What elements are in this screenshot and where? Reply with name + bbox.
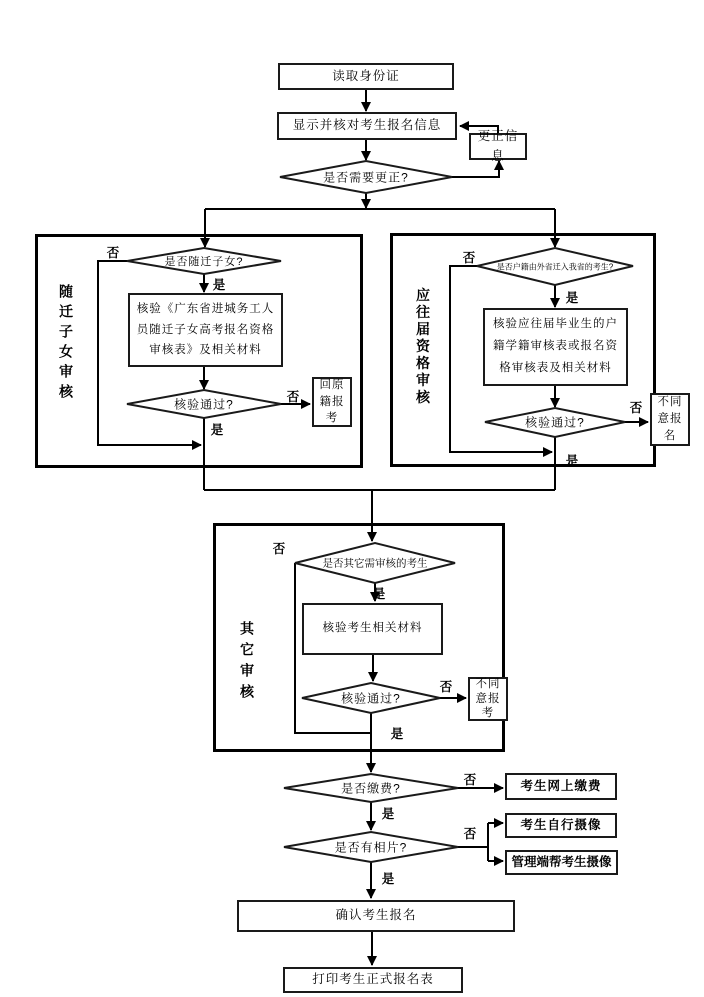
other-verify-pass-label: 核验通过? (341, 691, 401, 706)
photo-yes-label: 是 (381, 872, 395, 886)
grad-no-label: 否 (462, 251, 476, 265)
other-no-label: 否 (272, 542, 286, 556)
refuse-exam-registration-box: 不同意报考 (468, 677, 508, 721)
paid-yes-label: 是 (381, 807, 395, 821)
is-paid-label: 是否缴费? (341, 781, 401, 796)
grad-verify-yes-label: 是 (565, 454, 579, 468)
read-id-card-box: 读取身份证 (278, 63, 454, 90)
need-correction-label: 是否需要更正? (323, 170, 409, 185)
other-yes-label: 是 (372, 587, 386, 601)
grad-yes-label: 是 (565, 291, 579, 305)
is-migrant-child-label: 是否随迁子女? (164, 256, 244, 268)
refuse-registration-box: 不同意报名 (650, 393, 690, 446)
display-verify-info-box: 显示并核对考生报名信息 (277, 112, 457, 140)
migrant-verify-yes-label: 是 (210, 423, 224, 437)
confirm-registration-box: 确认考生报名 (237, 900, 515, 932)
other-verify-yes-label: 是 (390, 727, 404, 741)
is-other-review-label: 是否其它需审核的考生 (322, 557, 428, 570)
other-verify-no-label: 否 (439, 680, 453, 694)
grad-verify-no-label: 否 (629, 401, 643, 415)
verify-graduate-materials-box: 核验应往届毕业生的户籍学籍审核表或报名资格审核表及相关材料 (483, 308, 628, 386)
admin-photo-box: 管理端帮考生摄像 (505, 850, 618, 875)
photo-no-label: 否 (463, 827, 477, 841)
verify-migrant-materials-box: 核验《广东省进城务工人员随迁子女高考报名资格审核表》及相关材料 (128, 293, 283, 367)
other-section-title: 其它审核 (239, 621, 255, 705)
migrant-verify-no-label: 否 (286, 390, 300, 404)
pay-online-box: 考生网上缴费 (505, 773, 617, 800)
correct-info-box: 更正信息 (469, 133, 527, 160)
return-origin-register-box: 回原籍报考 (312, 377, 352, 427)
print-registration-form-box: 打印考生正式报名表 (283, 967, 463, 993)
migrant-yes-label: 是 (212, 278, 226, 292)
grad-section-title: 应往届资格审核 (415, 287, 431, 407)
has-photo-label: 是否有相片? (334, 840, 408, 855)
migrant-section-title: 随迁子女审核 (58, 284, 74, 404)
grad-verify-pass-label: 核验通过? (525, 415, 585, 430)
verify-other-materials-box: 核验考生相关材料 (302, 603, 443, 655)
migrant-verify-pass-label: 核验通过? (174, 397, 234, 412)
migrant-no-label: 否 (106, 246, 120, 260)
is-hukou-moved-label: 是否户籍由外省迁入我省的考生? (496, 262, 614, 272)
paid-no-label: 否 (463, 773, 477, 787)
self-photo-box: 考生自行摄像 (505, 813, 617, 838)
